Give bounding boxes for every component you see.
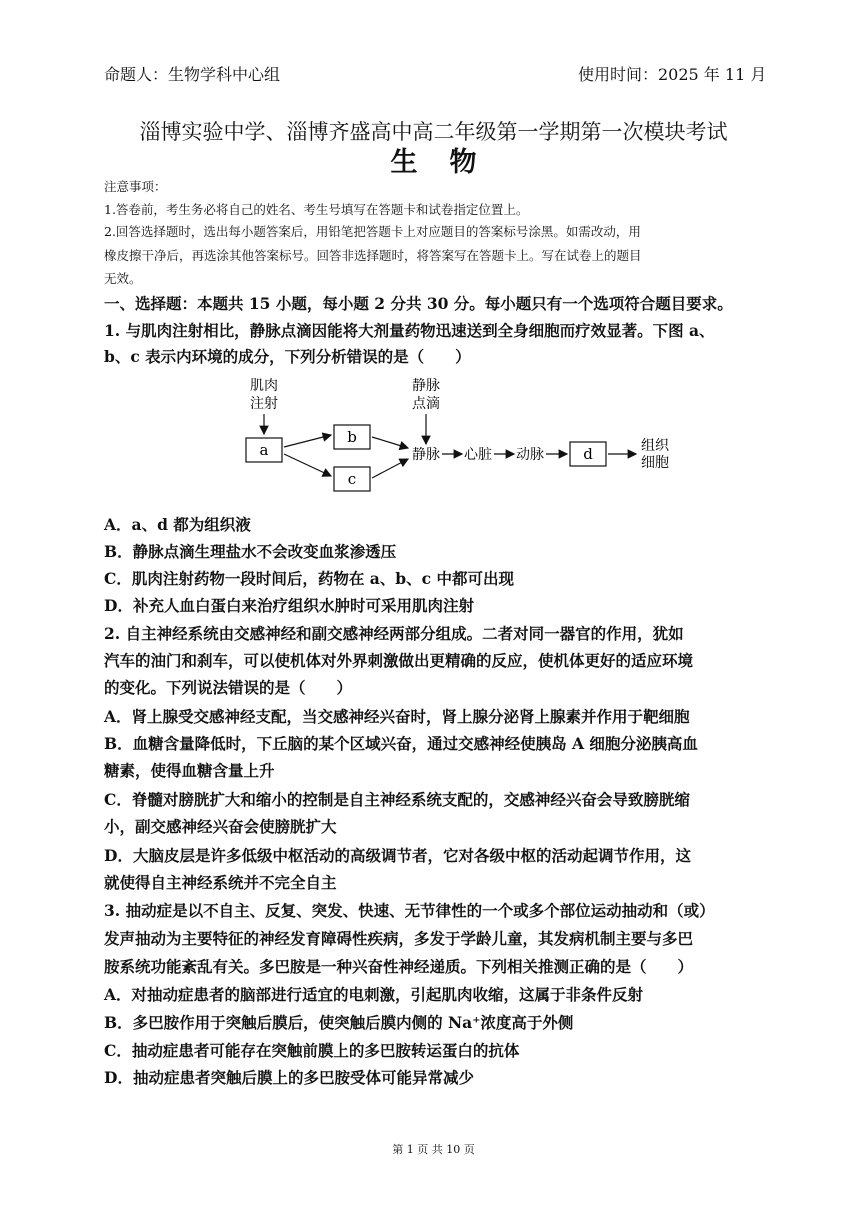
im-label: 肌肉 <box>250 378 278 394</box>
arrow <box>372 437 408 448</box>
question-1-stem: b、c 表示内环境的成分，下列分析错误的是（ ） <box>104 347 471 366</box>
notice-heading: 注意事项： <box>104 179 167 194</box>
box-c-label: c <box>347 470 357 488</box>
arrow <box>284 435 331 447</box>
notice-line: 无效。 <box>104 271 142 286</box>
option-3d: D．抽动症患者突触后膜上的多巴胺受体可能异常减少 <box>104 1068 474 1087</box>
iv-label: 静脉 <box>412 378 440 394</box>
notice-line: 2.回答选择题时，选出每小题答案后，用铅笔把答题卡上对应题目的答案标号涂黑。如需改动，用 <box>104 224 641 239</box>
cell-label: 细胞 <box>641 455 669 471</box>
option-2b-cont: 糖素，使得血糖含量上升 <box>104 761 275 780</box>
question-2-stem: 的变化。下列说法错误的是（ ） <box>104 678 353 697</box>
option-3a: A．对抽动症患者的脑部进行适宜的电刺激，引起肌肉收缩，这属于非条件反射 <box>104 985 644 1004</box>
arrow <box>372 459 408 478</box>
question-2-stem: 汽车的油门和刹车，可以使机体对外界刺激做出更精确的反应，使机体更好的适应环境 <box>104 651 694 670</box>
option-1b: B．静脉点滴生理盐水不会改变血浆渗透压 <box>104 542 397 561</box>
question-1-stem: 1. 与肌肉注射相比，静脉点滴因能将大剂量药物迅速送到全身细胞而疗效显著。下图 a、 <box>104 321 715 340</box>
box-a-label: a <box>259 441 269 459</box>
arrow <box>284 454 331 476</box>
option-1a: A．a、d 都为组织液 <box>104 515 251 534</box>
cell-label: 组织 <box>641 438 669 454</box>
im-label: 注射 <box>250 396 278 412</box>
internal-environment-diagram <box>0 370 867 505</box>
option-2a: A．肾上腺受交感神经支配，当交感神经兴奋时，肾上腺分泌肾上腺素并作用于靶细胞 <box>104 707 690 726</box>
option-2c: C．脊髓对膀胱扩大和缩小的控制是自主神经系统支配的，交感神经兴奋会导致膀胱缩 <box>104 790 690 809</box>
artery-label: 动脉 <box>516 447 544 463</box>
question-3-stem: 胺系统功能紊乱有关。多巴胺是一种兴奋性神经递质。下列相关推测正确的是（ ） <box>104 957 694 976</box>
date-line: 使用时间：2025 年 11 月 <box>578 65 767 84</box>
heart-label: 心脏 <box>464 447 492 463</box>
option-2b: B．血糖含量降低时，下丘脑的某个区域兴奋，通过交感神经使胰岛 A 细胞分泌胰高血 <box>104 734 698 753</box>
box-d-label: d <box>583 445 593 463</box>
author-line: 命题人：生物学科中心组 <box>104 65 281 84</box>
notice-line: 橡皮擦干净后，再选涂其他答案标号。回答非选择题时，将答案写在答题卡上。写在试卷上的题目 <box>104 248 642 263</box>
option-2d: D．大脑皮层是许多低级中枢活动的高级调节者，它对各级中枢的活动起调节作用，这 <box>104 846 691 865</box>
question-3-stem: 发声抽动为主要特征的神经发育障碍性疾病，多发于学龄儿童，其发病机制主要与多巴 <box>104 929 694 948</box>
notice-line: 1.答卷前，考生务必将自己的姓名、考生号填写在答题卡和试卷指定位置上。 <box>104 202 529 217</box>
section-heading: 一、选择题：本题共 15 小题，每小题 2 分共 30 分。每小题只有一个选项符合题目要求。 <box>104 294 733 313</box>
option-1c: C．肌肉注射药物一段时间后，药物在 a、b、c 中都可出现 <box>104 569 514 588</box>
question-2-stem: 2. 自主神经系统由交感神经和副交感神经两部分组成。二者对同一器官的作用，犹如 <box>104 624 684 643</box>
option-3b: B．多巴胺作用于突触后膜后，使突触后膜内侧的 Na⁺浓度高于外侧 <box>104 1013 574 1032</box>
exam-subject: 生物 <box>390 147 509 178</box>
box-b-label: b <box>347 428 357 446</box>
page-number: 第 1 页 共 10 页 <box>392 1143 475 1156</box>
iv-label: 点滴 <box>412 396 440 412</box>
option-2c-cont: 小，副交感神经兴奋会使膀胱扩大 <box>104 817 337 836</box>
exam-title: 淄博实验中学、淄博齐盛高中高二年级第一学期第一次模块考试 <box>139 120 728 144</box>
option-3c: C．抽动症患者可能存在突触前膜上的多巴胺转运蛋白的抗体 <box>104 1041 520 1060</box>
question-3-stem: 3. 抽动症是以不自主、反复、突发、快速、无节律性的一个或多个部位运动抽动和（或） <box>104 901 715 920</box>
vein-label: 静脉 <box>412 447 440 463</box>
option-2d-cont: 就使得自主神经系统并不完全自主 <box>104 873 337 892</box>
option-1d: D．补充人血白蛋白来治疗组织水肿时可采用肌肉注射 <box>104 596 474 615</box>
